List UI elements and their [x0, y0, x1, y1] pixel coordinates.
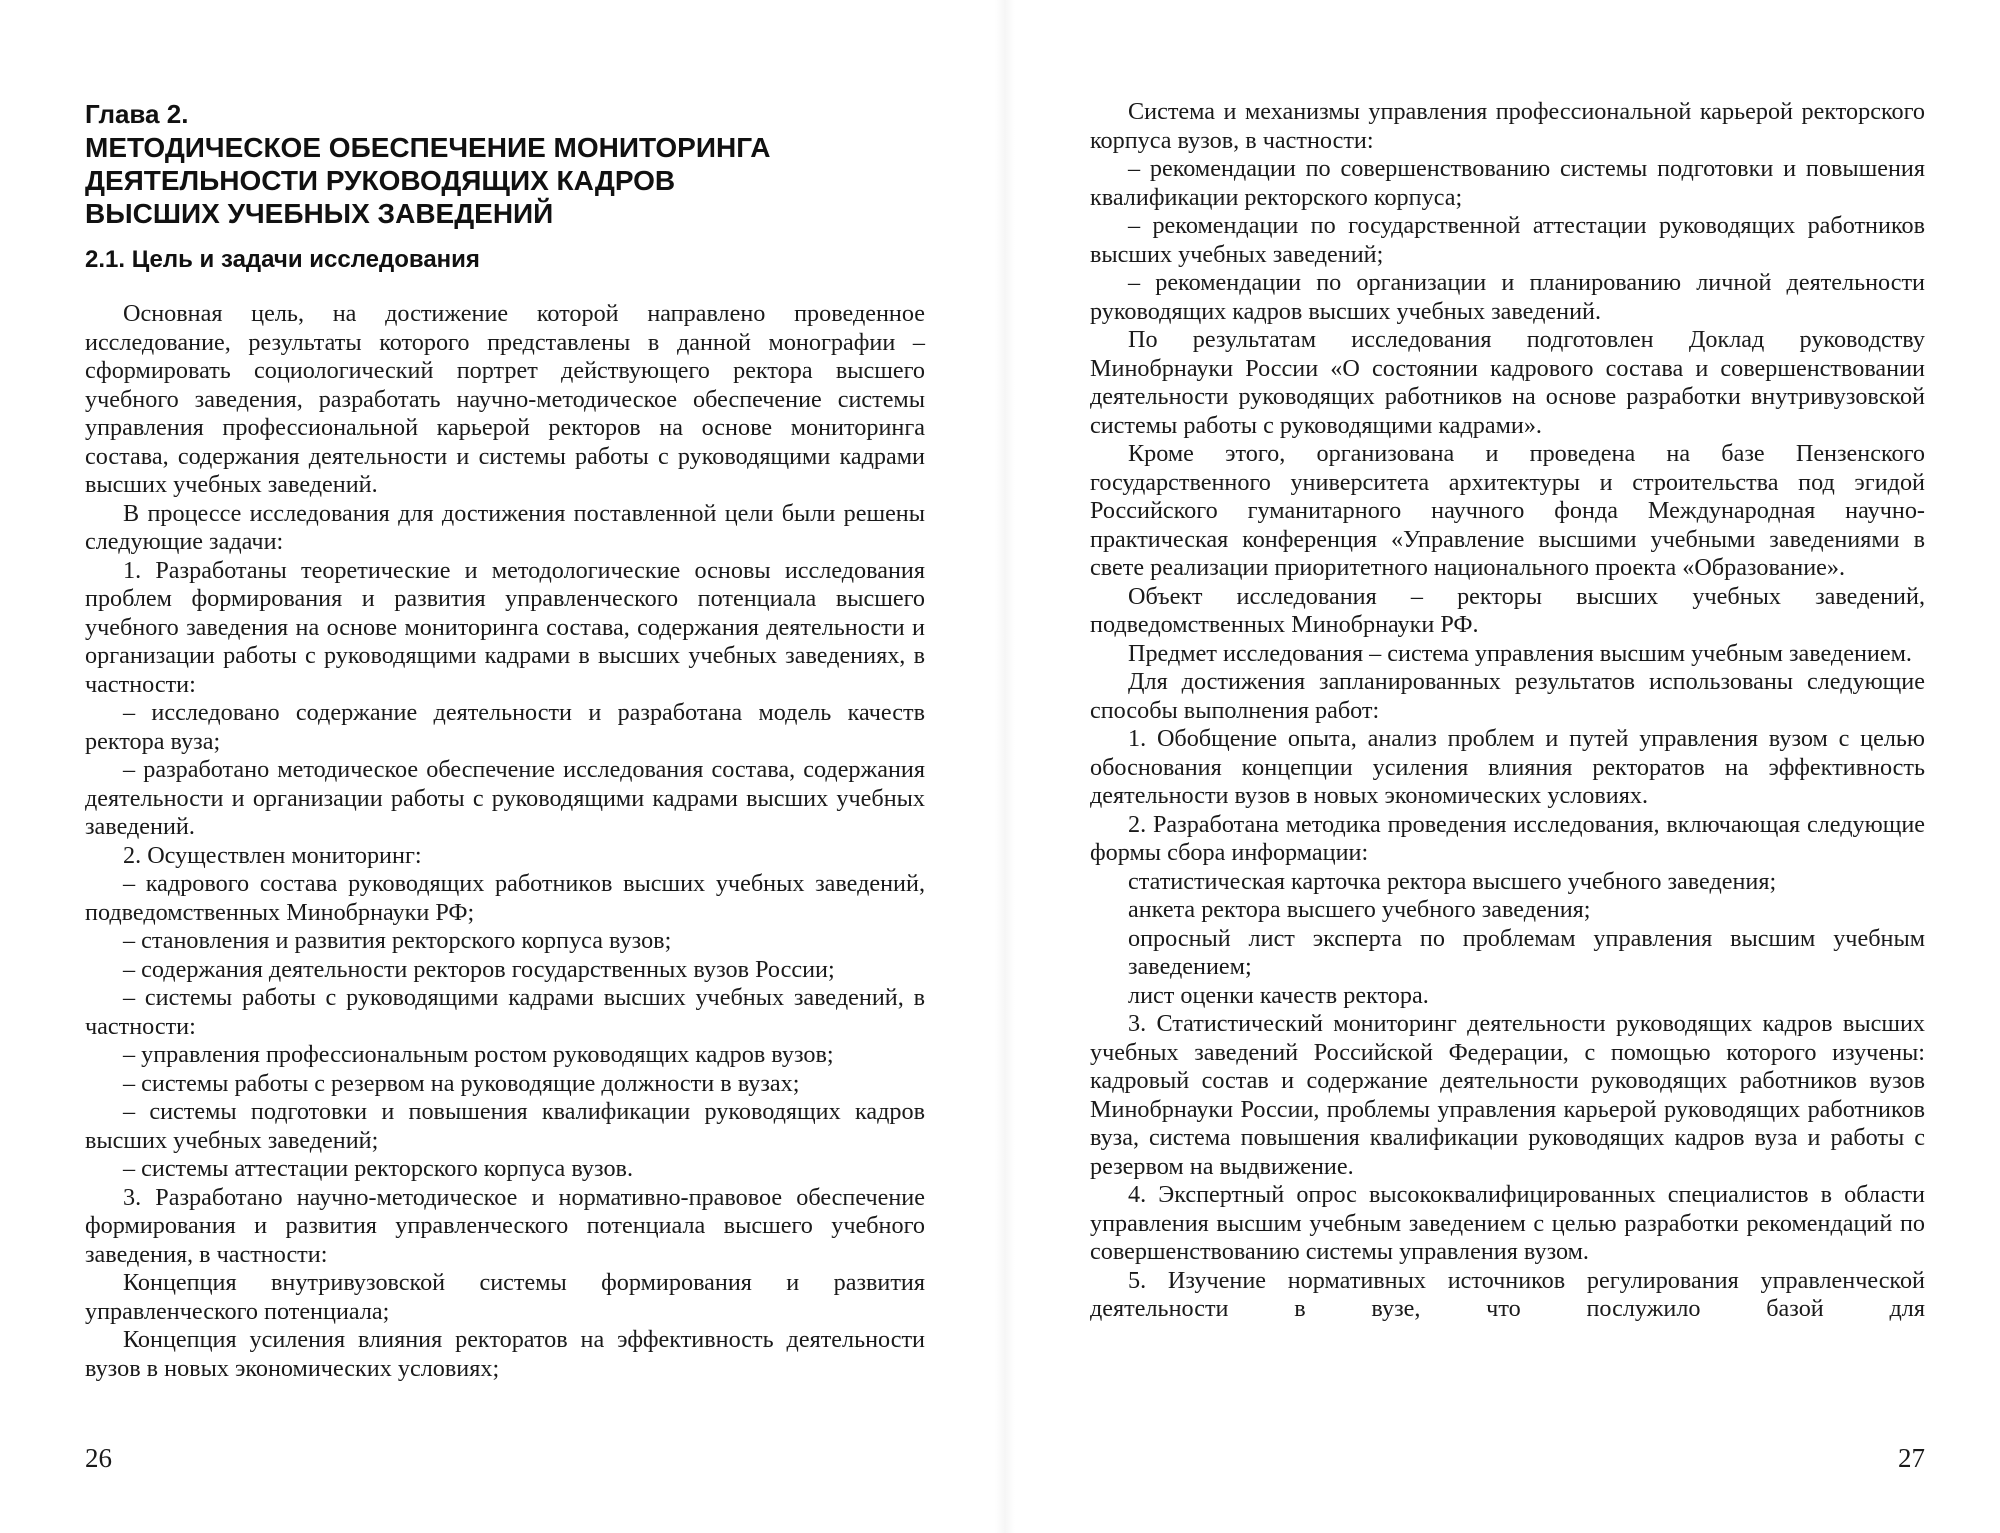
list-item: – системы работы с резервом на руководящие должности в вузах;	[123, 1069, 800, 1097]
list-item: – рекомендации по государственной аттестации руководящих работников высших учебных заведений;	[1090, 212, 1925, 268]
list-item: – исследовано содержание деятельности и разработана модель качеств ректора вуза;	[85, 699, 925, 755]
paragraph: Система и механизмы управления профессиональной карьерой ректорского корпуса вузов, в частности:	[1090, 98, 1925, 154]
paragraph: В процессе исследования для достижения поставленной цели были решены следующие задачи:	[85, 499, 925, 555]
paragraph: 3. Разработано научно-методическое и нормативно-правовое обеспечение формирования и развития управленческого потенциала высшего учебного заведения, в частности:	[85, 1183, 925, 1268]
page-number: 26	[85, 1443, 112, 1473]
right-page	[1090, 0, 1925, 1533]
list-item: – системы подготовки и повышения квалификации руководящих кадров высших учебных заведений;	[85, 1098, 925, 1154]
list-item: – содержания деятельности ректоров государственных вузов России;	[123, 955, 835, 983]
list-item: анкета ректора высшего учебного заведения;	[1128, 896, 1591, 923]
book-gutter	[995, 0, 1015, 1533]
list-item: – управления профессиональным ростом руководящих кадров вузов;	[123, 1041, 834, 1068]
page-number: 27	[1898, 1443, 1925, 1473]
left-page-body	[85, 300, 925, 1383]
paragraph: 2. Осуществлен мониторинг:	[123, 841, 422, 869]
right-page-body	[1090, 98, 1925, 1324]
paragraph: 3. Статистический мониторинг деятельности руководящих кадров высших учебных заведений Российской Федерации, с помощью которого изучены: кадровый состав и содержание деятельности руководящих работников вузов Минобрнауки России, проблемы управления карьерой руководящих работников вуза, система повышения квалификации руководящих кадров вуза и работы с резервом на выдвижение.	[1090, 1010, 1925, 1180]
list-item: – становления и развития ректорского корпуса вузов;	[123, 927, 672, 954]
list-item: – рекомендации по совершенствованию системы подготовки и повышения квалификации ректорского корпуса;	[1090, 155, 1925, 211]
list-item: – системы аттестации ректорского корпуса вузов.	[123, 1155, 634, 1182]
chapter-title-line: МЕТОДИЧЕСКОЕ ОБЕСПЕЧЕНИЕ МОНИТОРИНГА	[85, 132, 771, 163]
paragraph: Для достижения запланированных результатов использованы следующие способы выполнения работ:	[1090, 668, 1925, 724]
paragraph: Объект исследования – ректоры высших учебных заведений, подведомственных Минобрнауки РФ.	[1090, 582, 1925, 638]
paragraph: 2. Разработана методика проведения исследования, включающая следующие формы сбора информации:	[1090, 810, 1925, 866]
paragraph: Кроме этого, организована и проведена на базе Пензенского государственного университета архитектуры и строительства под эгидой Российского гуманитарного научного фонда Международная научно-практическая конференция «Управление высшими учебными заведениями в свете реализации приоритетного национального проекта «Образование».	[1090, 440, 1925, 581]
paragraph: Предмет исследования – система управления высшим учебным заведением.	[1128, 639, 1912, 667]
chapter-title-line: ДЕЯТЕЛЬНОСТИ РУКОВОДЯЩИХ КАДРОВ	[85, 165, 676, 196]
paragraph: Основная цель, на достижение которой направлено проведенное исследование, результаты которого представлены в данной монографии – сформировать социологический портрет действующего ректора высшего учебного заведения, разработать научно-методическое обеспечение системы управления профессиональной карьерой ректоров на основе мониторинга состава, содержания деятельности и системы работы с руководящими кадрами высших учебных заведений.	[85, 300, 925, 498]
chapter-label: Глава 2.	[85, 99, 189, 129]
list-item: – кадрового состава руководящих работников высших учебных заведений, подведомственных Минобрнауки РФ;	[85, 870, 925, 926]
paragraph: 1. Обобщение опыта, анализ проблем и путей управления вузом с целью обоснования концепции усиления влияния ректоратов на эффективность деятельности вузов в новых экономических условиях.	[1090, 725, 1925, 809]
list-item: опросный лист эксперта по проблемам управления высшим учебным заведением;	[1128, 924, 1925, 980]
list-item: статистическая карточка ректора высшего учебного заведения;	[1128, 867, 1777, 895]
section-title: 2.1. Цель и задачи исследования	[85, 246, 480, 273]
paragraph: По результатам исследования подготовлен Доклад руководству Минобрнауки России «О состоянии кадрового состава и совершенствовании деятельности руководящих работников на основе разработки внутривузовской системы работы с руководящими кадрами».	[1090, 326, 1925, 439]
list-item: – рекомендации по организации и планированию личной деятельности руководящих кадров высших учебных заведений.	[1090, 269, 1925, 325]
paragraph: Концепция усиления влияния ректоратов на эффективность деятельности вузов в новых экономических условиях;	[85, 1326, 925, 1382]
paragraph: 4. Экспертный опрос высококвалифицированных специалистов в области управления высшим учебным заведением с целью разработки рекомендаций по совершенствованию системы управления вузом.	[1090, 1181, 1925, 1265]
left-page	[85, 0, 925, 1533]
list-item: лист оценки качеств ректора.	[1128, 981, 1429, 1009]
list-item: – разработано методическое обеспечение исследования состава, содержания деятельности и организации работы с руководящими кадрами высших учебных заведений.	[85, 756, 925, 840]
paragraph: 5. Изучение нормативных источников регулирования управленческой деятельности в вузе, что послужило базой для	[1090, 1266, 1925, 1322]
chapter-title-line: ВЫСШИХ УЧЕБНЫХ ЗАВЕДЕНИЙ	[85, 198, 554, 229]
paragraph: Концепция внутривузовской системы формирования и развития управленческого потенциала;	[85, 1269, 925, 1325]
chapter-heading	[85, 98, 925, 230]
list-item: – системы работы с руководящими кадрами высших учебных заведений, в частности:	[85, 984, 925, 1040]
paragraph: 1. Разработаны теоретические и методологические основы исследования проблем формирования и развития управленческого потенциала высшего учебного заведения на основе мониторинга состава, содержания деятельности и организации работы с руководящими кадрами в высших учебных заведениях, в частности:	[85, 556, 925, 698]
